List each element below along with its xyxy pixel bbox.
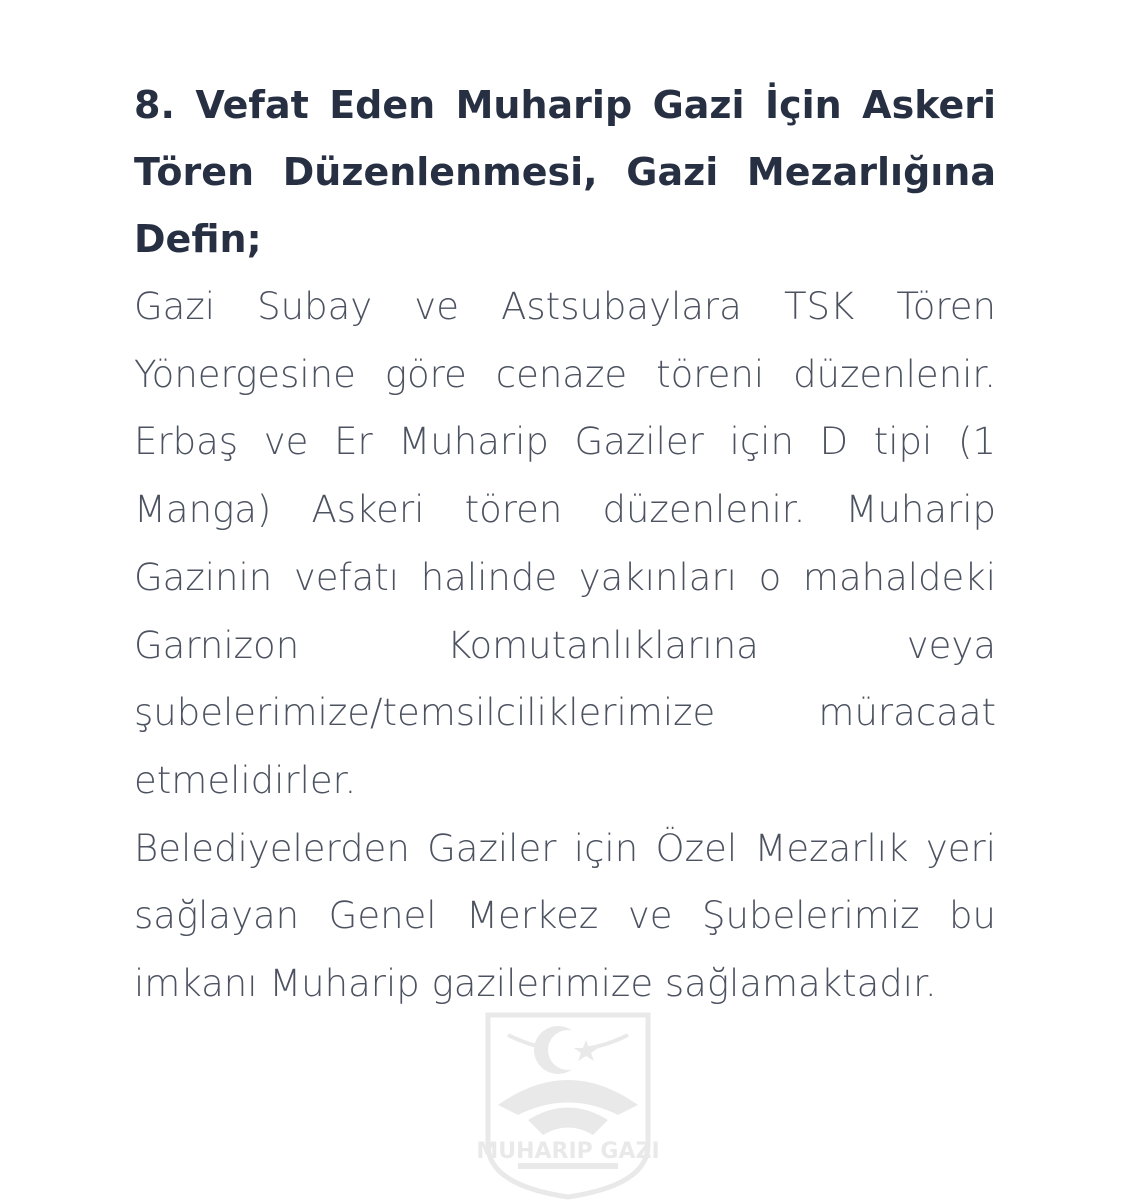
veterans-association-emblem-icon <box>468 995 668 1200</box>
article-body <box>134 72 996 1018</box>
emblem-text: MUHARIP GAZI <box>476 1139 660 1164</box>
paragraph-cemetery: Belediyelerden Gaziler için Özel Mezarlık yeri sağlayan Genel Merkez ve Şubelerimiz bu imkanı Muharip gazilerimize sağlamaktadır. <box>134 826 996 1006</box>
paragraph-ceremony: Gazi Subay ve Astsubaylara TSK Tören Yönergesine göre cenaze töreni düzenlenir. Erbaş ve Er Muharip Gaziler için D tipi (1 Manga) Askeri tören düzenlenir. Muharip Gazinin vefatı halinde yakınları o mahaldeki Garnizon Komutanlıklarına veya şubelerimize/temsilciliklerimize müracaat etmelidirler. <box>134 285 996 802</box>
section-heading: 8. Vefat Eden Muharip Gazi İçin Askeri Tören Düzenlenmesi, Gazi Mezarlığına Defin; <box>134 83 996 261</box>
watermark-emblem <box>468 995 668 1200</box>
